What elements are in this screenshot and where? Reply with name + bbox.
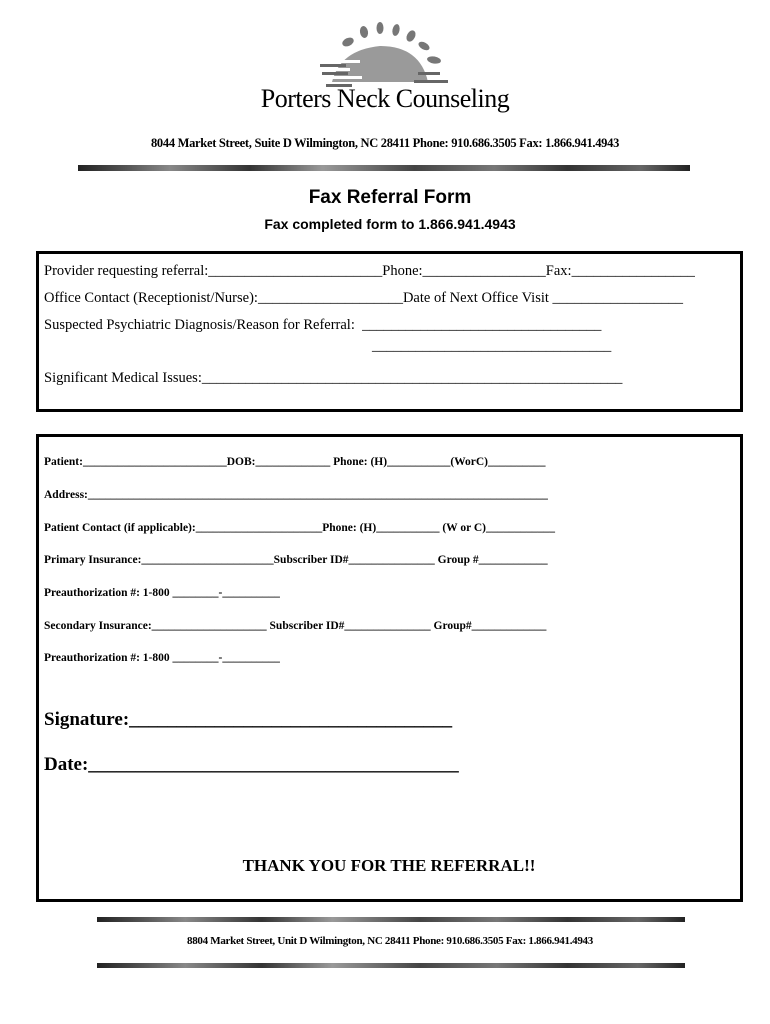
diagnosis-field-continued[interactable]: _________________________________ [372, 338, 612, 354]
patient-contact-field[interactable]: Patient Contact (if applicable):______________________Phone: (H)___________ (W or C)____________ [44, 522, 555, 534]
provider-referral-field[interactable]: Provider requesting referral:________________________Phone:_________________Fax:_________________ [44, 263, 695, 279]
office-contact-field[interactable]: Office Contact (Receptionist/Nurse):____________________Date of Next Office Visit __________________ [44, 290, 684, 306]
medical-issues-field[interactable]: Significant Medical Issues:__________________________________________________________ [44, 370, 623, 386]
form-subtitle: Fax completed form to 1.866.941.4943 [264, 216, 516, 232]
footer-divider-bottom [97, 963, 685, 968]
brand-name: Porters Neck Counseling [260, 84, 510, 113]
footer-divider-top [97, 917, 685, 922]
patient-section [36, 434, 743, 902]
diagnosis-field[interactable]: Suspected Psychiatric Diagnosis/Reason for Referral: _________________________________ [44, 317, 602, 333]
form-title: Fax Referral Form [308, 187, 472, 208]
footer-address: 8804 Market Street, Unit D Wilmington, NC 28411 Phone: 910.686.3505 Fax: 1.866.941.4943 [187, 935, 593, 947]
date-field[interactable]: Date:_______________________________________ [44, 754, 459, 775]
preauth-primary-field[interactable]: Preauthorization #: 1-800 ________-__________ [44, 587, 280, 599]
preauth-secondary-field[interactable]: Preauthorization #: 1-800 ________-__________ [44, 652, 280, 664]
patient-info-field[interactable]: Patient:_________________________DOB:_____________ Phone: (H)___________(WorC)__________ [44, 456, 546, 468]
primary-insurance-field[interactable]: Primary Insurance:_______________________Subscriber ID#_______________ Group #____________ [44, 554, 548, 566]
thank-you-message: THANK YOU FOR THE REFERRAL!! [242, 856, 536, 875]
patient-address-field[interactable]: Address:________________________________________________________________________________ [44, 489, 548, 501]
letterhead-address: 8044 Market Street, Suite D Wilmington, NC 28411 Phone: 910.686.3505 Fax: 1.866.941.4943 [150, 136, 620, 150]
signature-field[interactable]: Signature:__________________________________ [44, 709, 453, 730]
secondary-insurance-field[interactable]: Secondary Insurance:____________________ Subscriber ID#_______________ Group#_____________ [44, 620, 547, 632]
letterhead-divider [78, 165, 690, 171]
